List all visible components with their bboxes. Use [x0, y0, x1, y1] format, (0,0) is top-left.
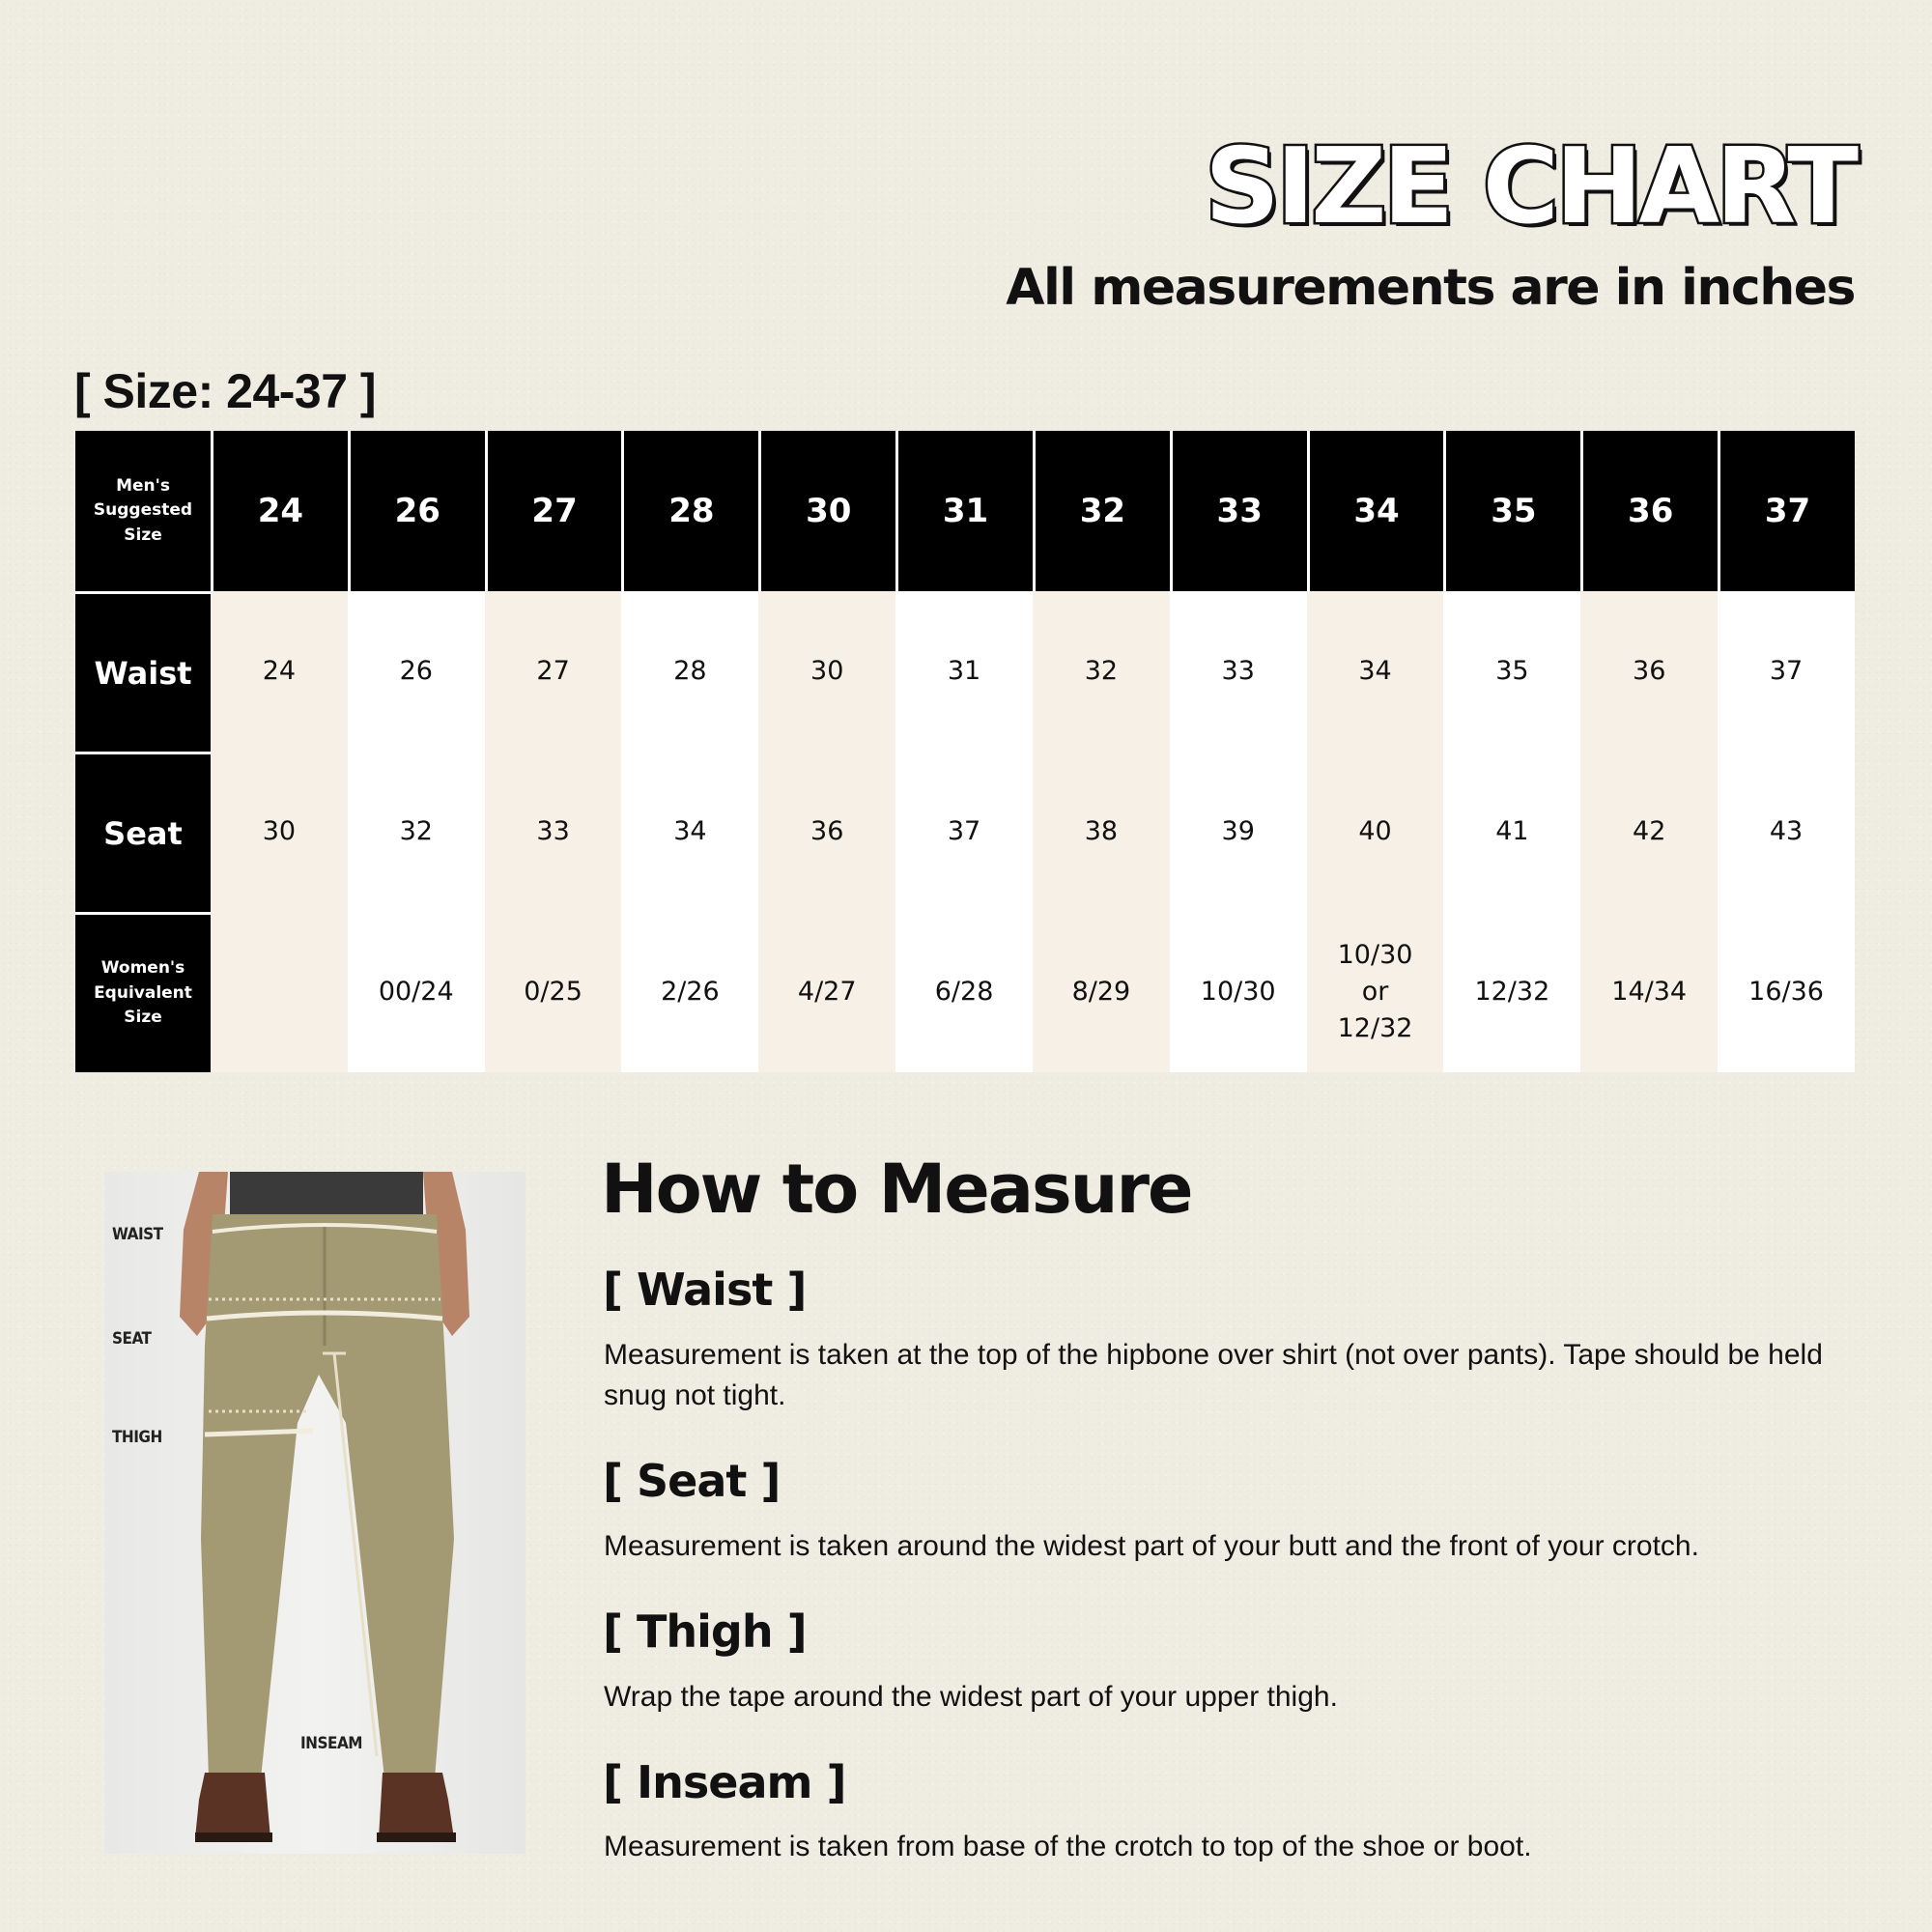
- size-range-label: [ Size: 24-37 ]: [74, 364, 377, 418]
- size-table: [75, 431, 1855, 1072]
- size-column-header: 28: [621, 431, 758, 591]
- waist-instructions: Measurement is taken at the top of the hipbone over shirt (not over pants). Tape should be held snug not tight.: [604, 1339, 1823, 1411]
- inseam-heading: [ Inseam ]: [603, 1756, 846, 1808]
- table-cell: 43: [1718, 752, 1855, 912]
- thigh-heading: [ Thigh ]: [603, 1605, 807, 1658]
- table-cell: 36: [1580, 591, 1718, 752]
- size-column-header: 31: [895, 431, 1033, 591]
- size-column-header: 34: [1307, 431, 1444, 591]
- table-cell: 8/29: [1033, 912, 1170, 1072]
- table-cell: 32: [1033, 591, 1170, 752]
- table-cell: [211, 912, 348, 1072]
- table-cell: 32: [348, 752, 485, 912]
- thigh-instructions: Wrap the tape around the widest part of your upper thigh.: [604, 1681, 1338, 1713]
- table-cell: 42: [1580, 752, 1718, 912]
- table-cell: 40: [1307, 752, 1444, 912]
- size-column-header: 37: [1718, 431, 1855, 591]
- table-cell: 30: [211, 752, 348, 912]
- table-cell: 24: [211, 591, 348, 752]
- size-column-header: 30: [758, 431, 895, 591]
- table-cell: 27: [485, 591, 622, 752]
- table-cell: 34: [621, 752, 758, 912]
- waist-row-label: Waist: [75, 591, 211, 752]
- table-cell: 0/25: [485, 912, 622, 1072]
- table-cell: 35: [1443, 591, 1580, 752]
- size-column-header: 24: [211, 431, 348, 591]
- table-cell: 30: [758, 591, 895, 752]
- size-chart-title: SIZE CHART: [1205, 127, 1855, 247]
- how-to-measure-title: How to Measure: [601, 1150, 1192, 1229]
- table-cell: 10/30 or 12/32: [1307, 912, 1444, 1072]
- table-cell: 12/32: [1443, 912, 1580, 1072]
- size-column-header: 26: [348, 431, 485, 591]
- table-cell: 41: [1443, 752, 1580, 912]
- size-column-header: 27: [485, 431, 622, 591]
- seat-instructions: Measurement is taken around the widest part of your butt and the front of your crotch.: [604, 1530, 1699, 1562]
- mens-suggested-size-header: Men's Suggested Size: [75, 431, 211, 591]
- table-cell: 37: [1718, 591, 1855, 752]
- seat-heading: [ Seat ]: [603, 1455, 781, 1507]
- units-subtitle: All measurements are in inches: [1006, 259, 1855, 317]
- size-column-header: 36: [1580, 431, 1718, 591]
- size-column-header: 35: [1443, 431, 1580, 591]
- table-cell: 31: [895, 591, 1033, 752]
- table-cell: 00/24: [348, 912, 485, 1072]
- seat-row: [75, 752, 1855, 912]
- table-cell: 10/30: [1170, 912, 1307, 1072]
- waist-row: [75, 591, 1855, 752]
- photo-label-inseam: INSEAM: [300, 1734, 363, 1753]
- photo-label-seat: SEAT: [112, 1329, 152, 1349]
- table-cell: 14/34: [1580, 912, 1718, 1072]
- table-cell: 2/26: [621, 912, 758, 1072]
- seat-row-label: Seat: [75, 752, 211, 912]
- table-cell: 26: [348, 591, 485, 752]
- womens-equivalent-size-label: Women's Equivalent Size: [75, 912, 211, 1072]
- table-cell: 36: [758, 752, 895, 912]
- table-cell: 4/27: [758, 912, 895, 1072]
- table-cell: 6/28: [895, 912, 1033, 1072]
- size-header-row: [75, 431, 1855, 591]
- table-cell: 38: [1033, 752, 1170, 912]
- table-cell: 28: [621, 591, 758, 752]
- waist-heading: [ Waist ]: [603, 1264, 807, 1316]
- size-column-header: 32: [1033, 431, 1170, 591]
- table-cell: 33: [485, 752, 622, 912]
- table-cell: 33: [1170, 591, 1307, 752]
- table-cell: 34: [1307, 591, 1444, 752]
- photo-label-thigh: THIGH: [112, 1428, 162, 1447]
- inseam-instructions: Measurement is taken from base of the crotch to top of the shoe or boot.: [604, 1831, 1532, 1862]
- photo-label-waist: WAIST: [112, 1225, 163, 1244]
- table-cell: 16/36: [1718, 912, 1855, 1072]
- size-column-header: 33: [1170, 431, 1307, 591]
- womens-size-row: [75, 912, 1855, 1072]
- pants-measurement-photo: [104, 1172, 526, 1854]
- table-cell: 39: [1170, 752, 1307, 912]
- table-cell: 37: [895, 752, 1033, 912]
